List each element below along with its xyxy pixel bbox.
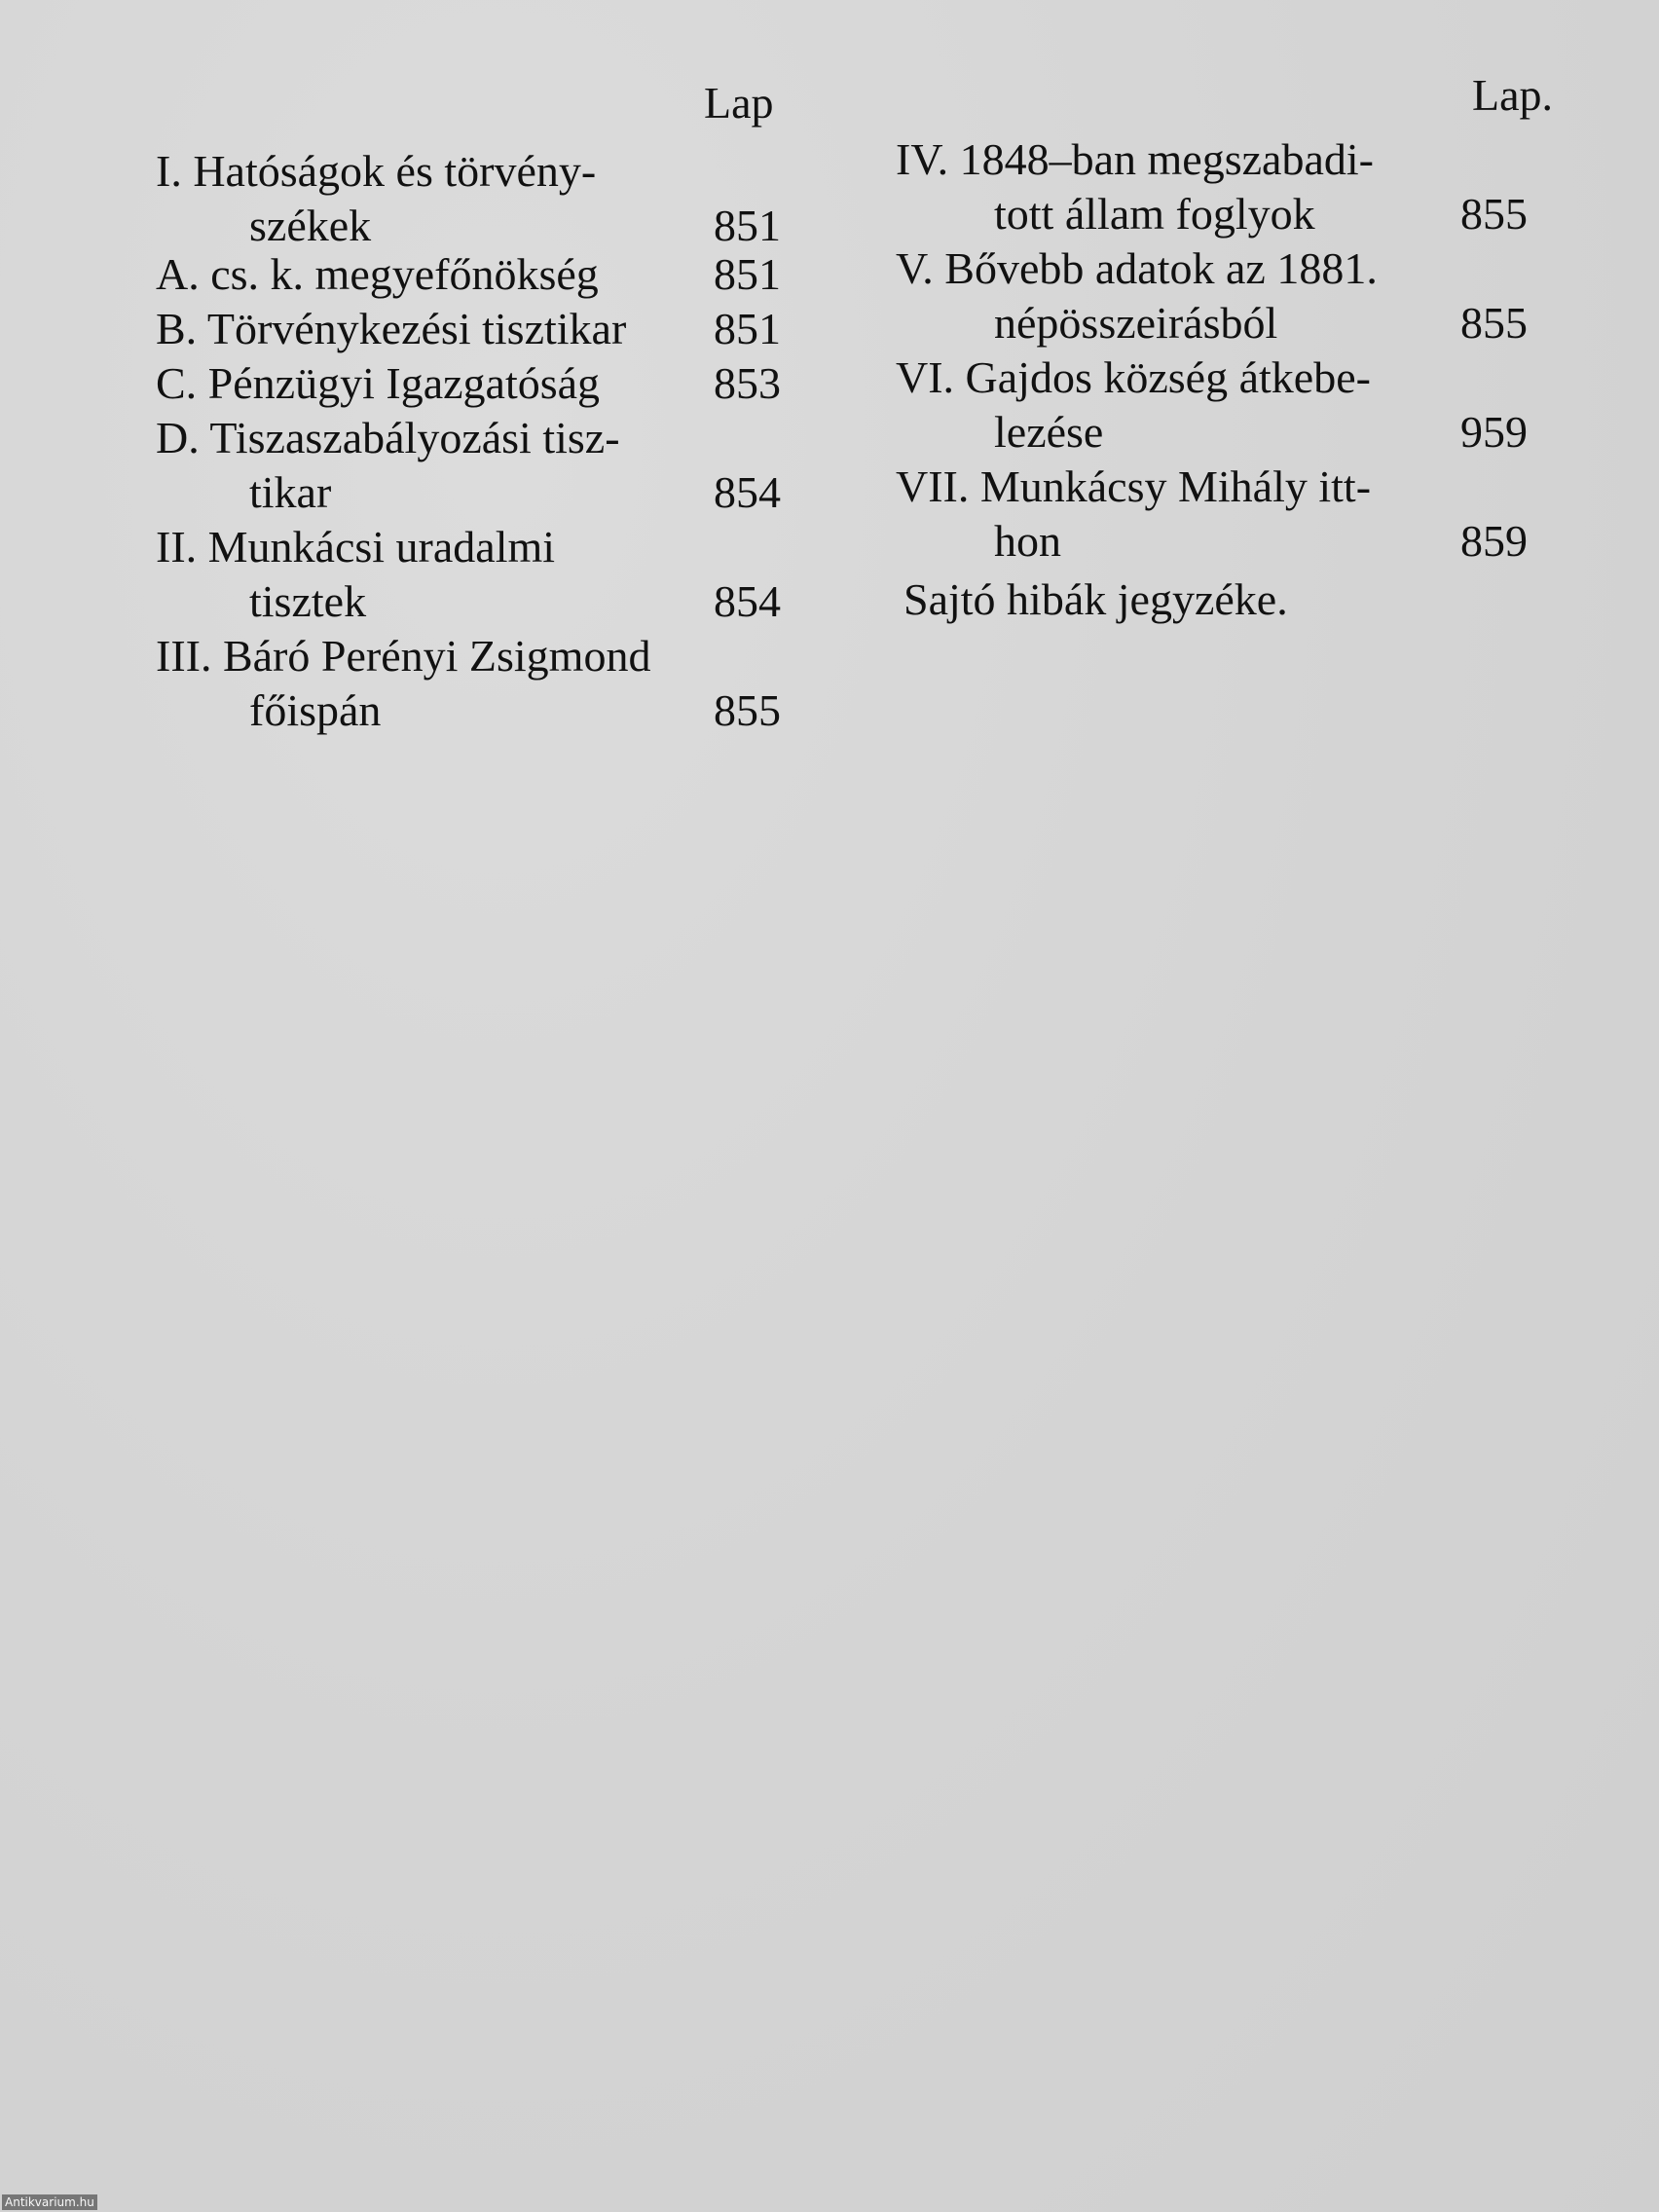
entry-page-number: 855 xyxy=(1460,189,1528,239)
entry-title-continued: hon xyxy=(994,516,1061,566)
toc-entry xyxy=(156,302,808,356)
entry-title-continued: tott állam foglyok xyxy=(994,189,1315,239)
toc-entry xyxy=(156,356,808,411)
entry-title: III. Báró Perényi Zsigmond xyxy=(156,631,651,681)
toc-entry xyxy=(156,520,808,629)
entry-title-continued: székek xyxy=(249,201,372,250)
entry-page-number: 959 xyxy=(1460,407,1528,457)
entry-title-continued: tisztek xyxy=(249,576,367,626)
toc-entry xyxy=(156,144,808,253)
entry-title-continued: népösszeirásból xyxy=(994,298,1278,348)
entry-title-continued: tikar xyxy=(249,467,332,517)
entry-title: C. Pénzügyi Igazgatóság xyxy=(156,358,601,408)
entry-page-number: 851 xyxy=(714,249,781,299)
entry-title: Sajtó hibák jegyzéke. xyxy=(903,574,1288,624)
entry-page-number: 853 xyxy=(714,358,781,408)
entry-page-number: 854 xyxy=(714,576,781,626)
page-column-header: Lap. xyxy=(1472,70,1554,120)
toc-entry xyxy=(896,241,1548,350)
watermark: Antikvarium.hu xyxy=(2,2194,97,2210)
toc-entry xyxy=(896,460,1548,569)
entry-title: VII. Munkácsy Mihály itt- xyxy=(896,461,1372,511)
page-column-header: Lap xyxy=(704,78,774,128)
entry-page-number: 851 xyxy=(714,201,781,250)
entry-title: B. Törvénykezési tisztikar xyxy=(156,304,627,353)
entry-page-number: 855 xyxy=(1460,298,1528,348)
entry-title: V. Bővebb adatok az 1881. xyxy=(896,243,1378,293)
entry-title: A. cs. k. megyefőnökség xyxy=(156,249,599,299)
toc-entry xyxy=(896,572,1548,627)
entry-page-number: 855 xyxy=(714,685,781,735)
entry-title: VI. Gajdos község átkebe- xyxy=(896,352,1371,402)
entry-page-number: 859 xyxy=(1460,516,1528,566)
toc-entry xyxy=(896,350,1548,460)
toc-entry xyxy=(156,629,808,738)
toc-entry xyxy=(896,132,1548,241)
entry-page-number: 854 xyxy=(714,467,781,517)
entry-title-continued: lezése xyxy=(994,407,1104,457)
entry-title: IV. 1848–ban megszabadi- xyxy=(896,134,1374,184)
entry-page-number: 851 xyxy=(714,304,781,353)
toc-entry xyxy=(156,411,808,520)
entry-title: II. Munkácsi uradalmi xyxy=(156,522,556,571)
entry-title-continued: főispán xyxy=(249,685,382,735)
toc-entry xyxy=(156,247,808,302)
entry-title: I. Hatóságok és törvény- xyxy=(156,146,597,196)
entry-title: D. Tiszaszabályozási tisz- xyxy=(156,413,620,462)
